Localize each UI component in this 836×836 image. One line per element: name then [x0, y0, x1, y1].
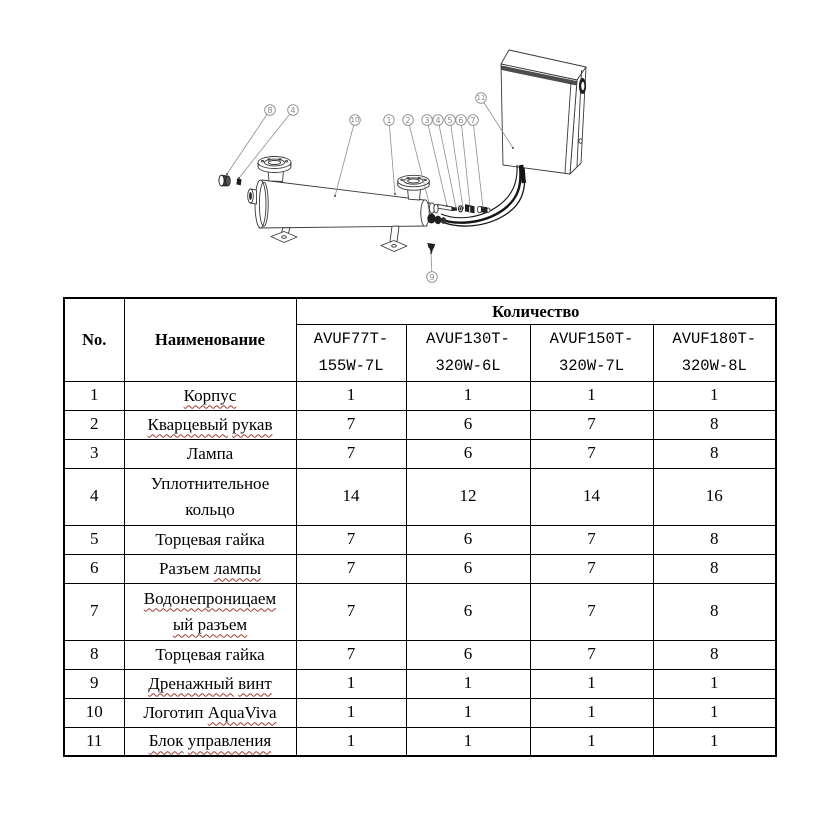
qty-cell: 1	[530, 698, 653, 727]
part-name: Торцевая гайка	[124, 640, 296, 669]
qty-cell: 8	[653, 525, 776, 554]
table-row	[64, 554, 776, 583]
model-header: AVUF150T- 320W-7L	[530, 324, 653, 381]
qty-cell: 1	[653, 698, 776, 727]
header-row-top	[64, 298, 776, 324]
qty-cell: 7	[530, 439, 653, 468]
part-name: Логотип AquaViva	[124, 698, 296, 727]
col-header-qty: Количество	[296, 298, 776, 324]
qty-cell: 7	[296, 410, 406, 439]
callout-number: 7	[470, 115, 476, 125]
callout-number: 1	[386, 115, 392, 125]
row-number: 1	[64, 381, 124, 410]
part-name: Кварцевый рукав	[124, 410, 296, 439]
col-header-no: No.	[64, 298, 124, 381]
qty-cell: 1	[296, 698, 406, 727]
col-header-name: Наименование	[124, 298, 296, 381]
callout-number: 5	[447, 115, 453, 125]
qty-cell: 12	[406, 468, 530, 525]
qty-cell: 7	[296, 583, 406, 640]
qty-cell: 6	[406, 583, 530, 640]
part-name: Лампа	[124, 439, 296, 468]
control-box	[501, 50, 586, 174]
box-small-hole	[579, 139, 582, 143]
power-cables	[437, 165, 525, 226]
model-header: AVUF180T- 320W-8L	[653, 324, 776, 381]
qty-cell: 1	[406, 727, 530, 756]
table-row	[64, 640, 776, 669]
table-row	[64, 698, 776, 727]
row-number: 6	[64, 554, 124, 583]
callout-9	[427, 252, 438, 282]
table-row	[64, 583, 776, 640]
callout-number: 10	[350, 116, 360, 124]
qty-cell: 1	[653, 669, 776, 698]
row-number: 5	[64, 525, 124, 554]
qty-cell: 6	[406, 554, 530, 583]
qty-cell: 1	[653, 381, 776, 410]
qty-cell: 8	[653, 583, 776, 640]
callout-3	[422, 115, 448, 207]
qty-cell: 1	[406, 381, 530, 410]
callout-number: 11	[476, 94, 486, 102]
qty-cell: 1	[406, 669, 530, 698]
cable-gland	[427, 214, 435, 224]
table-row	[64, 410, 776, 439]
qty-cell: 7	[296, 640, 406, 669]
lamp-end-pin	[438, 205, 452, 211]
callout-number: 9	[429, 272, 435, 282]
callout-number: 8	[267, 105, 273, 115]
model-header: AVUF130T- 320W-6L	[406, 324, 530, 381]
qty-cell: 8	[653, 640, 776, 669]
left-flange-port	[258, 157, 291, 182]
qty-cell: 8	[653, 439, 776, 468]
qty-cell: 6	[406, 525, 530, 554]
qty-cell: 7	[296, 525, 406, 554]
parts-table	[63, 297, 777, 757]
table-row	[64, 727, 776, 756]
callout-1	[384, 115, 396, 195]
callout-10	[334, 115, 360, 197]
row-number: 9	[64, 669, 124, 698]
part-name: Водонепроницаем ый разъем	[124, 583, 296, 640]
qty-cell: 1	[530, 669, 653, 698]
table-row	[64, 525, 776, 554]
qty-cell: 7	[296, 554, 406, 583]
table-body	[64, 298, 776, 756]
row-number: 11	[64, 727, 124, 756]
box-vent-hole-inner	[581, 82, 584, 90]
row-number: 3	[64, 439, 124, 468]
row-number: 10	[64, 698, 124, 727]
qty-cell: 7	[296, 439, 406, 468]
part-name: Уплотнительное кольцо	[124, 468, 296, 525]
qty-cell: 7	[530, 410, 653, 439]
qty-cell: 7	[530, 525, 653, 554]
qty-cell: 14	[530, 468, 653, 525]
seal-ring	[237, 179, 241, 185]
table-row	[64, 439, 776, 468]
callout-7	[468, 115, 484, 209]
qty-cell: 1	[530, 727, 653, 756]
table-row	[64, 468, 776, 525]
qty-cell: 7	[530, 583, 653, 640]
qty-cell: 6	[406, 410, 530, 439]
drain-screw	[428, 244, 435, 253]
part-name: Корпус	[124, 381, 296, 410]
part-name: Дренажный винт	[124, 669, 296, 698]
part-name: Блок управления	[124, 727, 296, 756]
callout-number: 4	[435, 115, 441, 125]
qty-cell: 1	[296, 727, 406, 756]
row-number: 2	[64, 410, 124, 439]
qty-cell: 8	[653, 410, 776, 439]
qty-cell: 6	[406, 640, 530, 669]
row-number: 8	[64, 640, 124, 669]
callout-number: 4	[290, 105, 296, 115]
callout-5	[445, 115, 464, 209]
left-end-parts	[219, 175, 241, 186]
qty-cell: 1	[296, 381, 406, 410]
qty-cell: 8	[653, 554, 776, 583]
qty-cell: 16	[653, 468, 776, 525]
diagram-svg	[0, 0, 836, 296]
part-name: Торцевая гайка	[124, 525, 296, 554]
qty-cell: 7	[530, 640, 653, 669]
mounting-feet	[271, 226, 407, 251]
qty-cell: 6	[406, 439, 530, 468]
qty-cell: 1	[530, 381, 653, 410]
callout-number: 3	[424, 115, 430, 125]
part-name: Разъем лампы	[124, 554, 296, 583]
right-flange-port	[398, 175, 430, 200]
table-row	[64, 381, 776, 410]
qty-cell: 14	[296, 468, 406, 525]
qty-cell: 1	[653, 727, 776, 756]
qty-cell: 1	[406, 698, 530, 727]
callout-number: 2	[405, 115, 411, 125]
row-number: 7	[64, 583, 124, 640]
chamber-right-cap	[421, 200, 429, 226]
callout-6	[456, 115, 471, 207]
qty-cell: 7	[530, 554, 653, 583]
row-number: 4	[64, 468, 124, 525]
model-header: AVUF77T- 155W-7L	[296, 324, 406, 381]
table-row	[64, 669, 776, 698]
callout-number: 6	[458, 115, 464, 125]
qty-cell: 1	[296, 669, 406, 698]
